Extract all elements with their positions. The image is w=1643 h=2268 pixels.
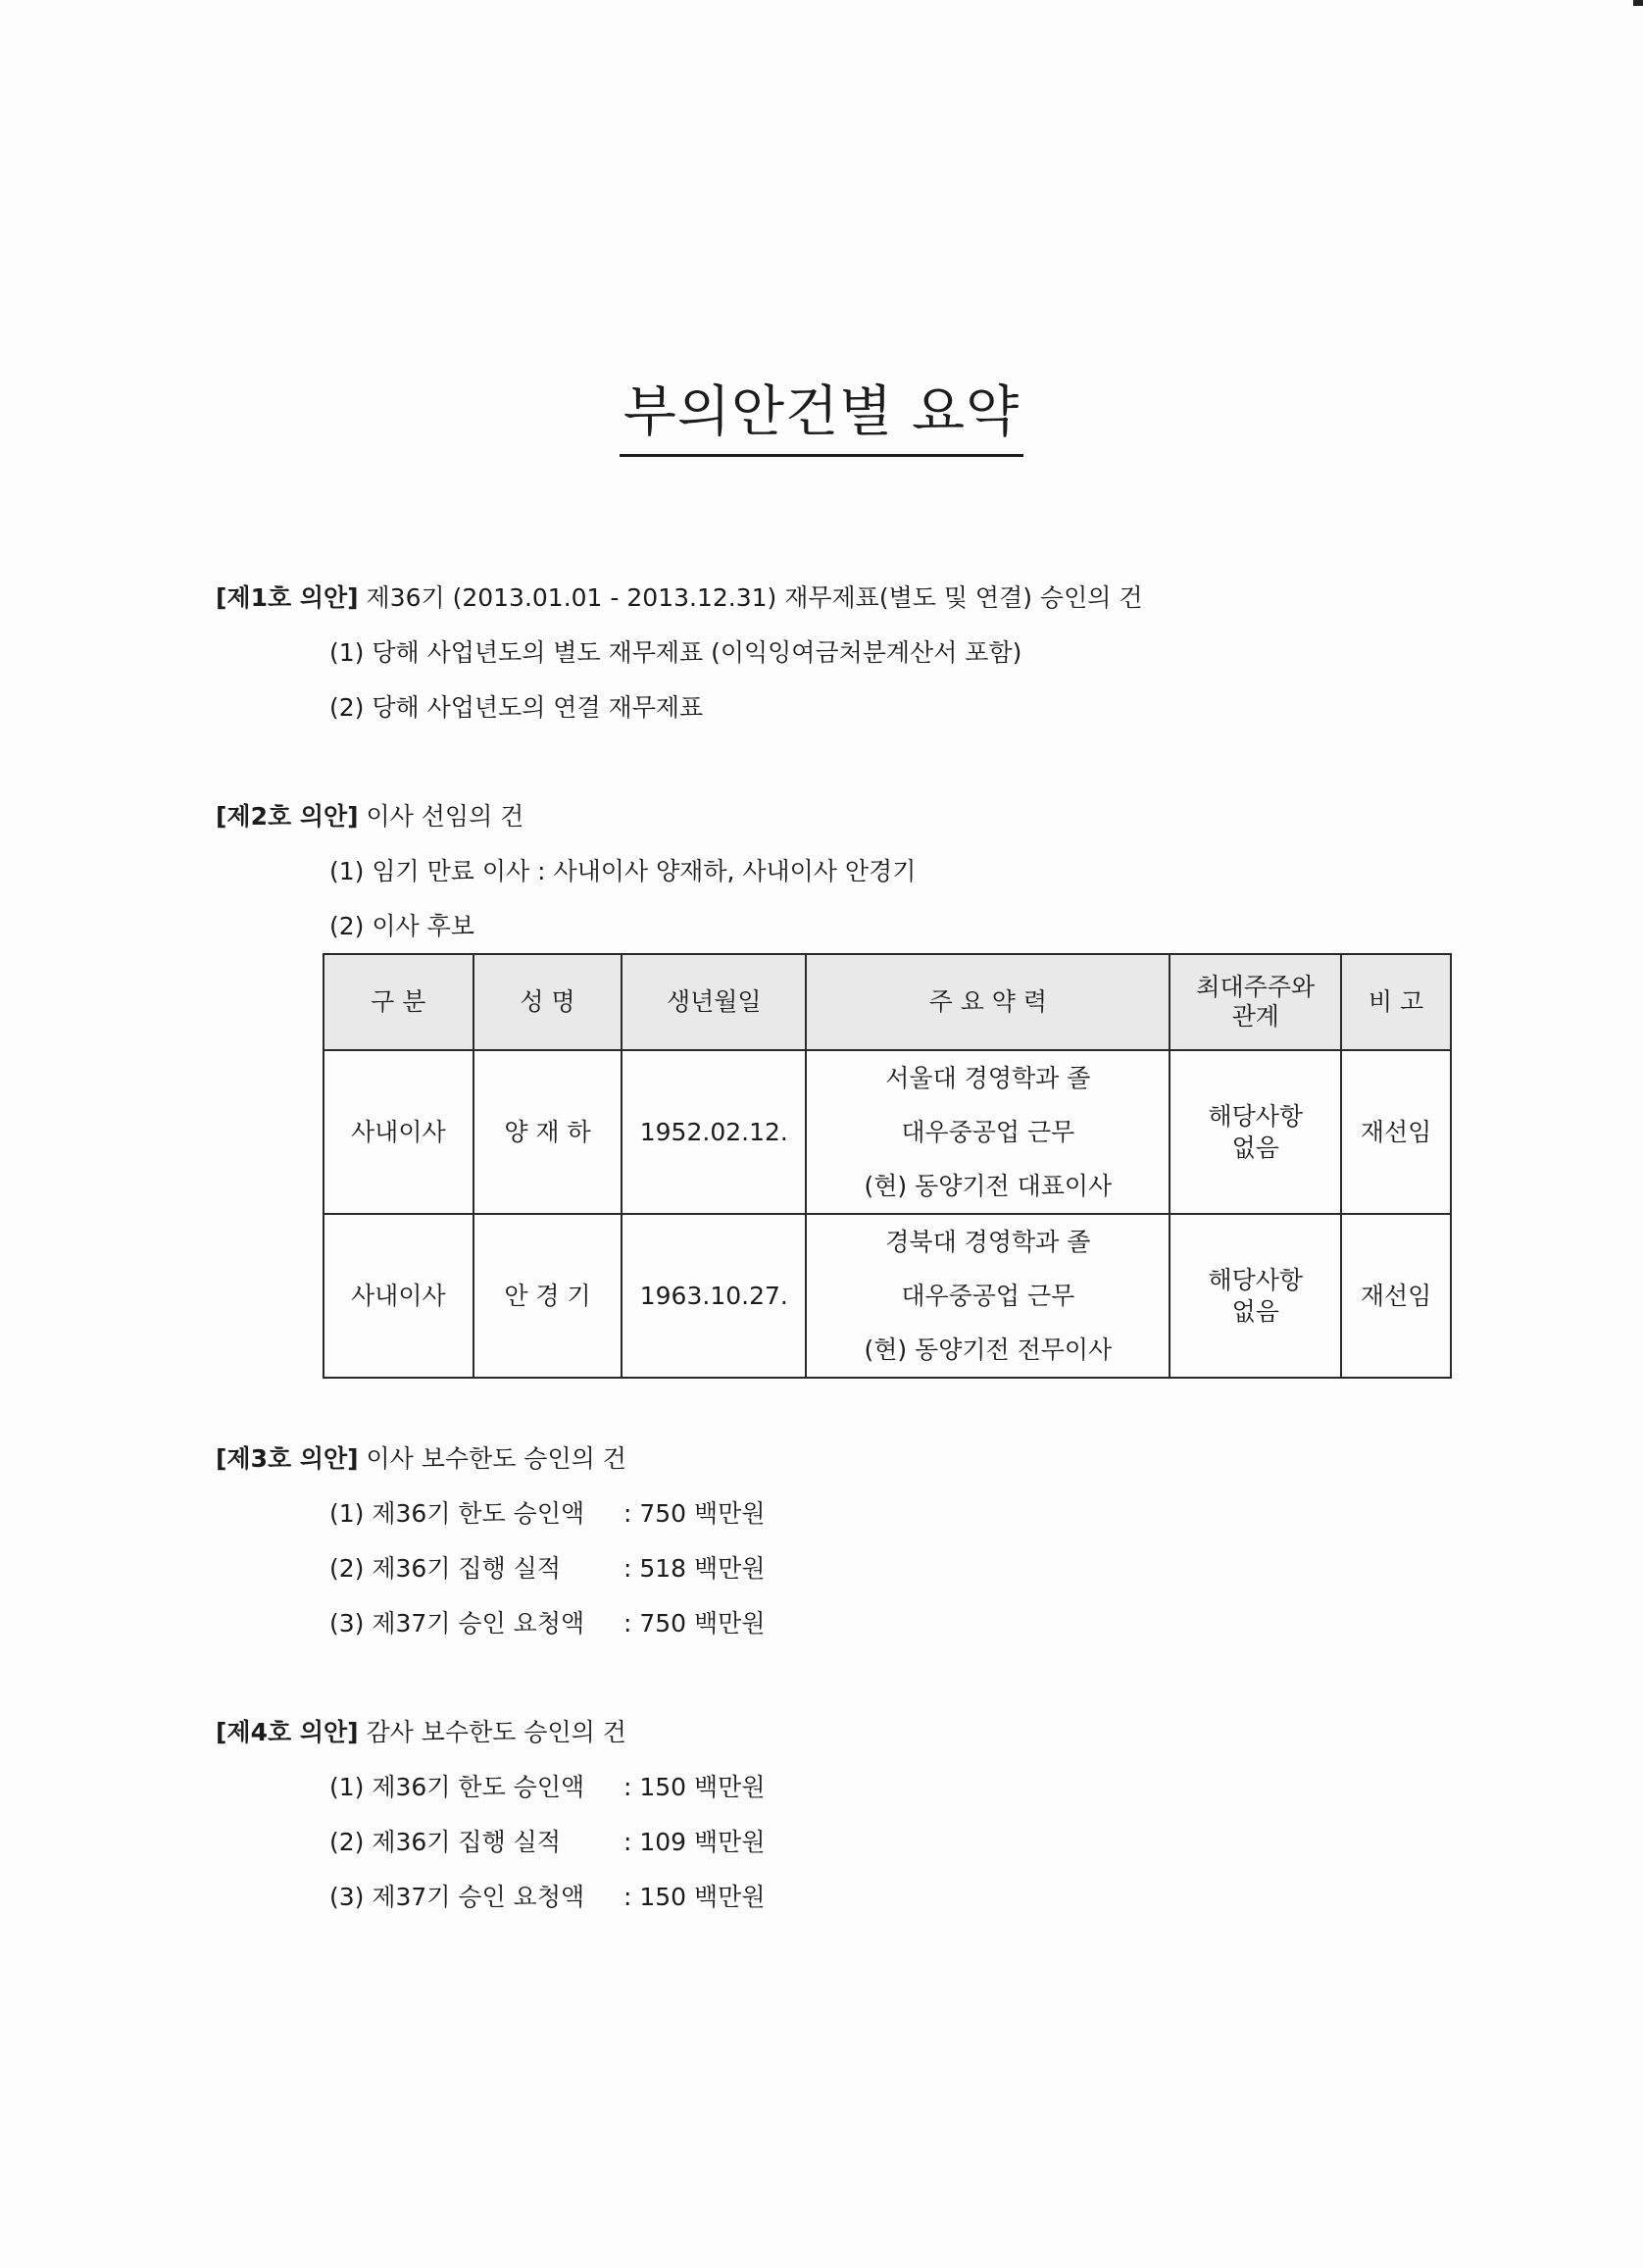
item-value: : 518 백만원	[623, 1554, 766, 1583]
agenda-1-item-1: (1) 당해 사업년도의 별도 재무제표 (이익잉여금처분계산서 포함)	[329, 638, 1022, 667]
cell-note: 재선임	[1341, 1214, 1451, 1378]
agenda-3-label: [제3호 의안]	[216, 1444, 359, 1473]
agenda-4-label: [제4호 의안]	[216, 1718, 359, 1746]
director-candidates-table	[323, 953, 1452, 1379]
agenda-2-heading	[216, 799, 1490, 834]
agenda-2-subject: 이사 선임의 건	[366, 802, 524, 831]
agenda-1-label: [제1호 의안]	[216, 583, 359, 612]
agenda-1	[216, 580, 1490, 726]
agenda-3-item-3	[329, 1606, 1490, 1641]
agenda-2	[216, 799, 1490, 944]
header-note: 비 고	[1341, 954, 1451, 1050]
agenda-1-item-2: (2) 당해 사업년도의 연결 재무제표	[329, 693, 704, 722]
item-label: (1) 제36기 한도 승인액	[329, 1773, 585, 1801]
cell-name: 양 재 하	[473, 1050, 622, 1214]
scan-edge-mark	[1633, 0, 1643, 6]
cell-relation: 해당사항 없음	[1170, 1214, 1341, 1378]
cell-birth: 1952.02.12.	[622, 1050, 806, 1214]
cell-birth: 1963.10.27.	[622, 1214, 806, 1378]
agenda-2-item-2: (2) 이사 후보	[329, 912, 474, 940]
agenda-4-heading	[216, 1715, 1490, 1750]
header-relation: 최대주주와 관계	[1170, 954, 1341, 1050]
header-career: 주 요 약 력	[806, 954, 1170, 1050]
agenda-1-heading	[216, 580, 1490, 616]
agenda-3-subject: 이사 보수한도 승인의 건	[366, 1444, 626, 1473]
agenda-3	[216, 1441, 1490, 1641]
item-label: (3) 제37기 승인 요청액	[329, 1883, 585, 1911]
career-line: 대우중공업 근무	[901, 1282, 1075, 1310]
item-label: (3) 제37기 승인 요청액	[329, 1609, 585, 1638]
table-row	[324, 1050, 1451, 1214]
header-birth: 생년월일	[622, 954, 806, 1050]
agenda-2-item-1: (1) 임기 만료 이사 : 사내이사 양재하, 사내이사 안경기	[329, 857, 917, 885]
header-category: 구 분	[324, 954, 473, 1050]
agenda-1-subject: 제36기 (2013.01.01 - 2013.12.31) 재무제표(별도 및 연결) 승인의 건	[366, 583, 1143, 612]
table-header-row	[324, 954, 1451, 1050]
item-label: (2) 제36기 집행 실적	[329, 1554, 561, 1583]
table-row	[324, 1214, 1451, 1378]
cell-career	[806, 1050, 1170, 1214]
item-value: : 150 백만원	[623, 1883, 766, 1911]
item-value: : 109 백만원	[623, 1828, 766, 1856]
item-value: : 150 백만원	[623, 1773, 766, 1801]
header-name: 성 명	[473, 954, 622, 1050]
agenda-4-item-3	[329, 1880, 1490, 1915]
career-line: (현) 동양기전 대표이사	[864, 1172, 1113, 1200]
career-line: 서울대 경영학과 졸	[885, 1064, 1091, 1092]
cell-note: 재선임	[1341, 1050, 1451, 1214]
document-title	[0, 378, 1643, 457]
career-line: 대우중공업 근무	[901, 1118, 1075, 1146]
cell-relation: 해당사항 없음	[1170, 1050, 1341, 1214]
agenda-4-item-1	[329, 1770, 1490, 1805]
item-value: : 750 백만원	[623, 1499, 766, 1528]
cell-category: 사내이사	[324, 1214, 473, 1378]
document-title-text: 부의안건별 요약	[620, 378, 1023, 457]
career-line: 경북대 경영학과 졸	[885, 1228, 1091, 1256]
agenda-4-item-2	[329, 1825, 1490, 1860]
item-label: (1) 제36기 한도 승인액	[329, 1499, 585, 1528]
agenda-3-item-2	[329, 1551, 1490, 1587]
item-value: : 750 백만원	[623, 1609, 766, 1638]
agenda-4	[216, 1715, 1490, 1915]
agenda-4-subject: 감사 보수한도 승인의 건	[366, 1718, 626, 1746]
agenda-3-item-1	[329, 1496, 1490, 1532]
agenda-3-heading	[216, 1441, 1490, 1477]
agenda-2-label: [제2호 의안]	[216, 802, 359, 831]
cell-category: 사내이사	[324, 1050, 473, 1214]
item-label: (2) 제36기 집행 실적	[329, 1828, 561, 1856]
cell-career	[806, 1214, 1170, 1378]
cell-name: 안 경 기	[473, 1214, 622, 1378]
career-line: (현) 동양기전 전무이사	[864, 1336, 1113, 1364]
